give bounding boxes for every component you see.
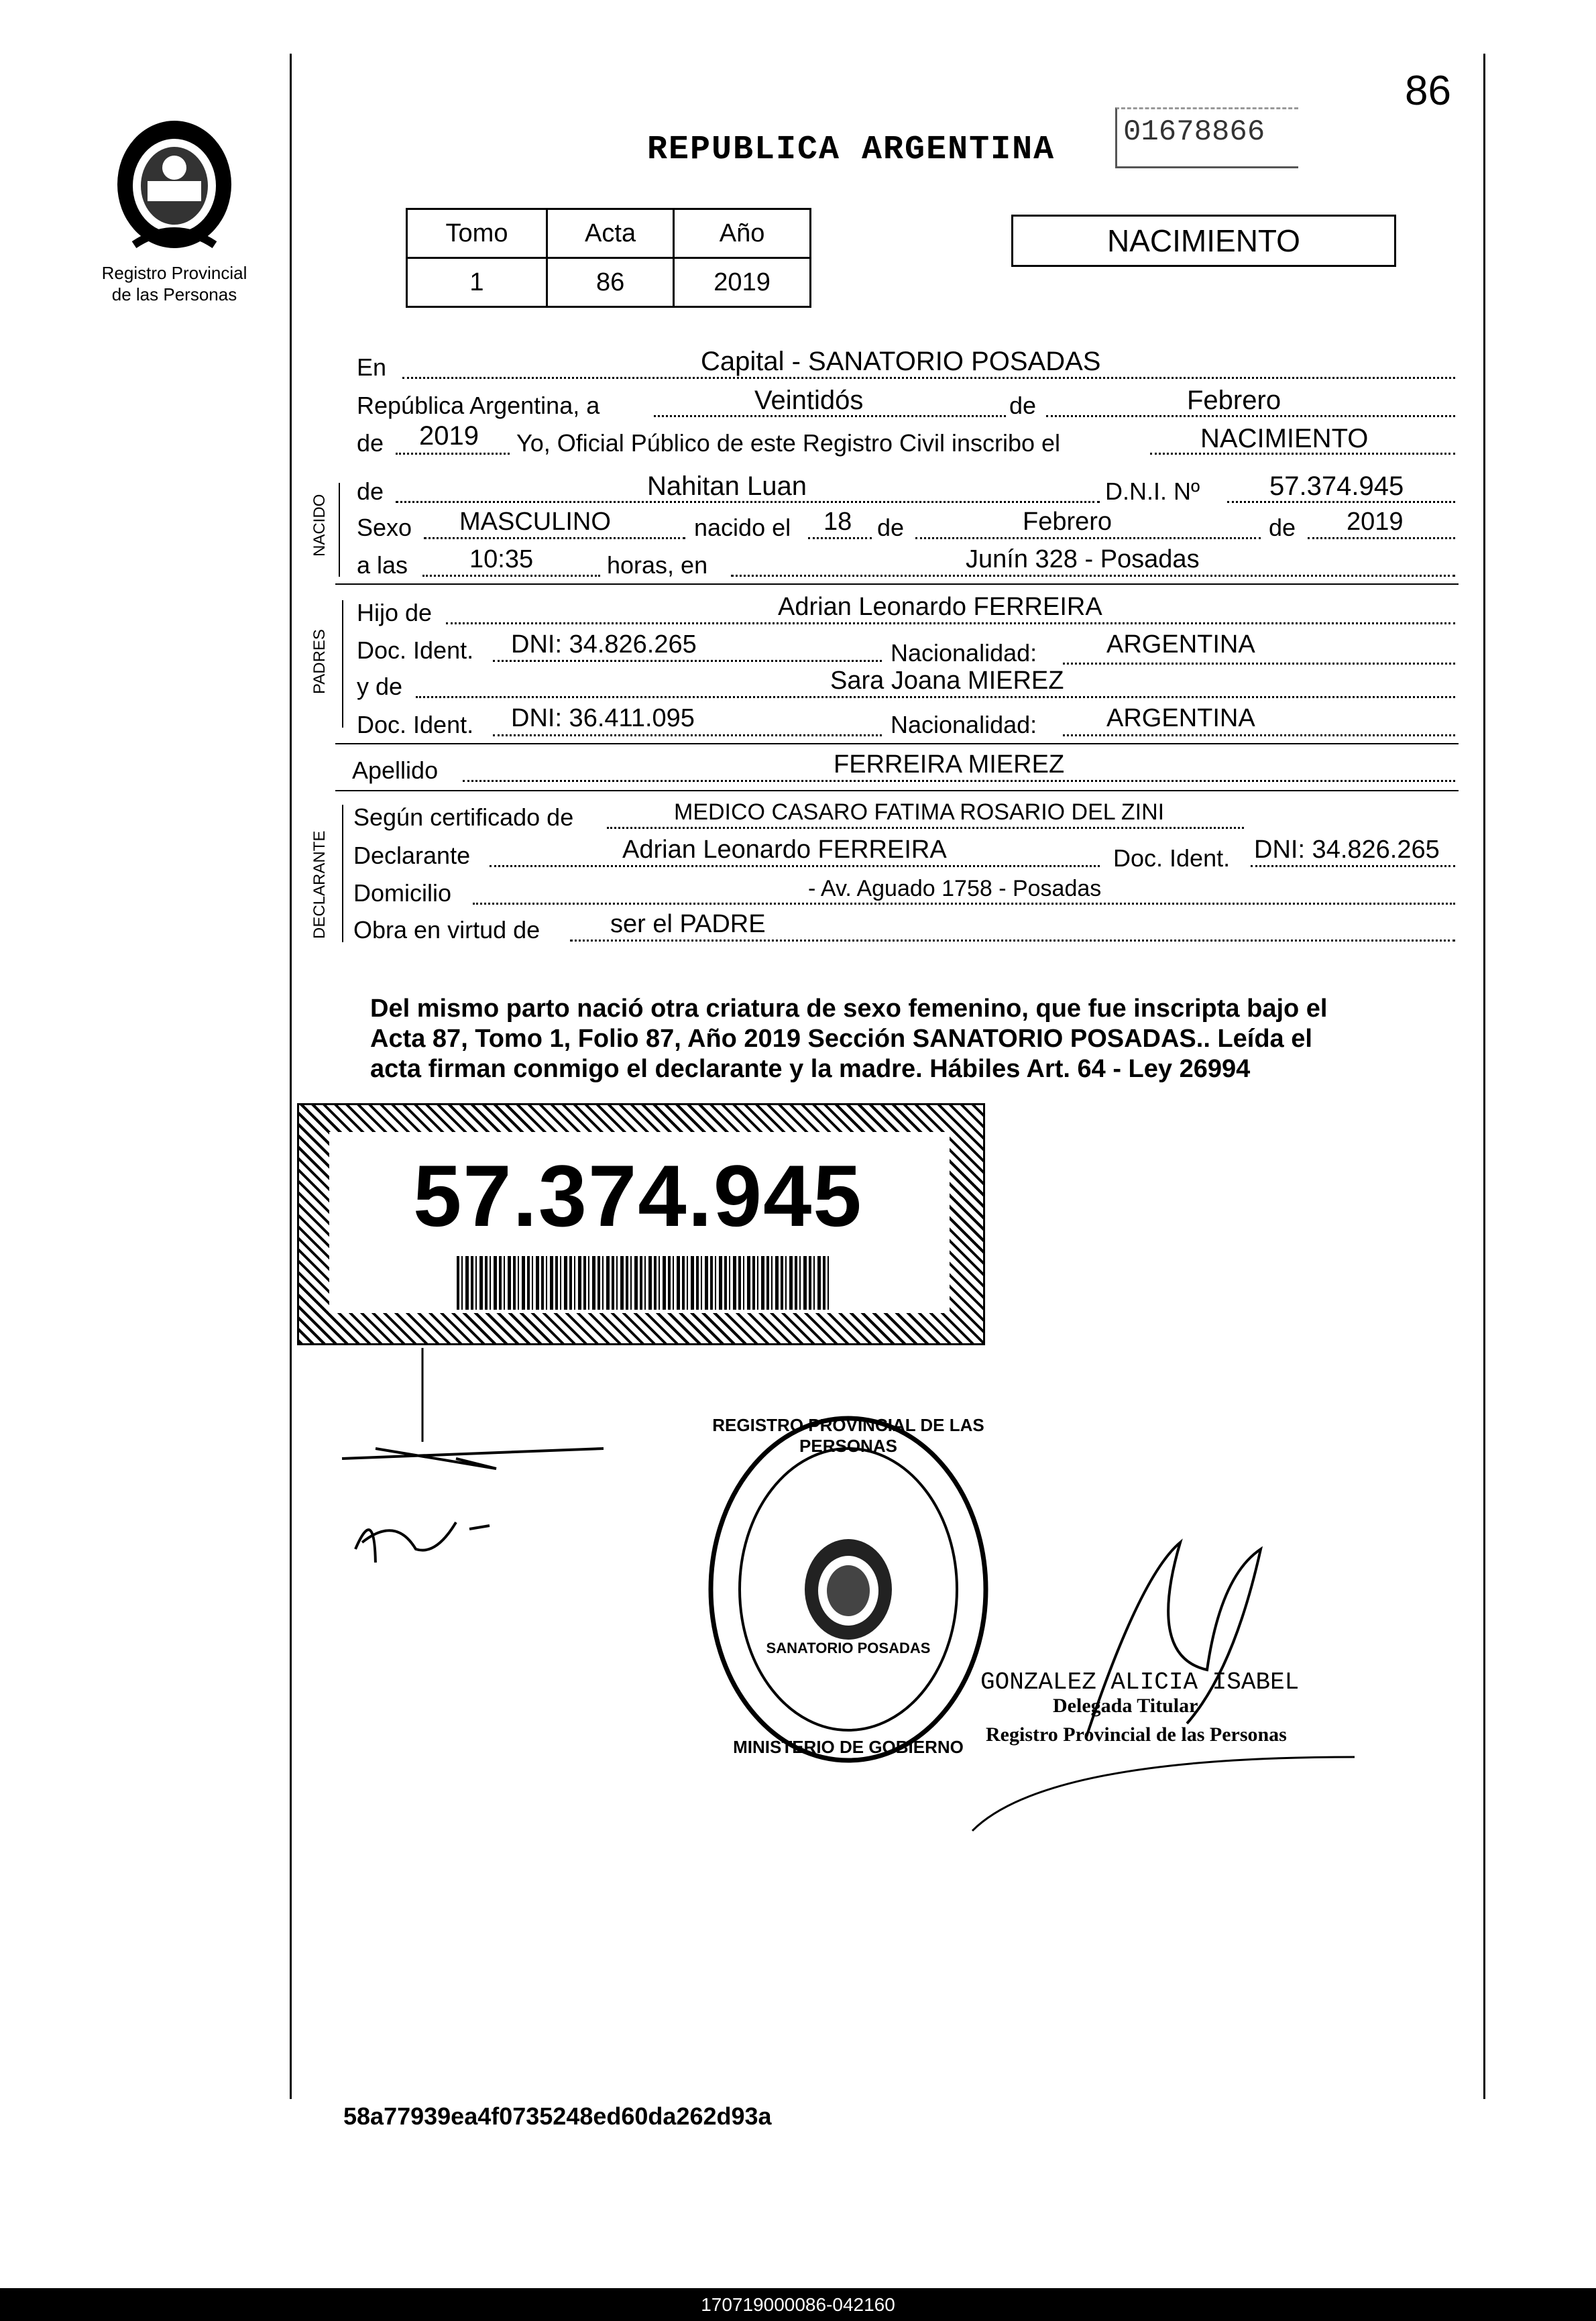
label-y-de: y de bbox=[357, 673, 403, 700]
divider-3 bbox=[335, 790, 1459, 791]
misiones-coat-of-arms-icon bbox=[107, 111, 241, 255]
value-madre-dni: DNI: 36.411.095 bbox=[511, 704, 695, 732]
value-dia-nac: 18 bbox=[823, 508, 852, 536]
dots-lugar-nac bbox=[731, 575, 1455, 577]
declarante-bracket bbox=[342, 805, 343, 942]
label-nacido-el: nacido el bbox=[694, 514, 791, 541]
value-declarante-dni: DNI: 34.826.265 bbox=[1254, 836, 1440, 864]
record-type: NACIMIENTO bbox=[1107, 223, 1300, 258]
dots-madre-dni bbox=[493, 734, 882, 736]
value-mes-nac: Febrero bbox=[1023, 508, 1113, 536]
official-office: Registro Provincial de las Personas bbox=[986, 1723, 1287, 1746]
record-table-header-row bbox=[407, 209, 811, 258]
value-dia: Veintidós bbox=[754, 386, 864, 415]
nacido-bracket bbox=[339, 483, 340, 577]
barcode-icon bbox=[457, 1256, 829, 1310]
padres-bracket bbox=[342, 600, 343, 728]
value-anio-nac: 2019 bbox=[1347, 508, 1404, 536]
dots-madre-nac bbox=[1063, 734, 1455, 736]
dots-declarante bbox=[490, 865, 1100, 867]
label-de-mes: de bbox=[877, 514, 905, 541]
side-label-declarante: DECLARANTE bbox=[310, 830, 329, 939]
dots-domicilio bbox=[473, 903, 1455, 905]
label-doc-ident-padre: Doc. Ident. bbox=[357, 636, 474, 664]
value-mes: Febrero bbox=[1187, 386, 1281, 415]
label-a-las: a las bbox=[357, 551, 408, 579]
logo-caption-line2: de las Personas bbox=[111, 284, 237, 304]
record-header-anio: Año bbox=[674, 209, 811, 258]
seal-outer-text: REGISTRO PROVINCIAL DE LAS PERSONAS bbox=[712, 1415, 984, 1456]
value-madre: Sara Joana MIEREZ bbox=[830, 667, 1064, 695]
dots-madre bbox=[416, 696, 1455, 698]
dots-padre-dni bbox=[493, 660, 882, 662]
dots-dia-nac bbox=[808, 537, 872, 539]
value-padre-dni: DNI: 34.826.265 bbox=[511, 630, 697, 659]
value-anio: 2019 bbox=[419, 421, 479, 451]
record-value-anio: 2019 bbox=[674, 258, 811, 307]
dots-year bbox=[396, 453, 510, 455]
value-obra: ser el PADRE bbox=[610, 910, 766, 938]
official-seal bbox=[704, 1412, 992, 1767]
label-de-nombre: de bbox=[357, 477, 384, 505]
label-segun: Según certificado de bbox=[353, 803, 574, 831]
province-logo bbox=[107, 111, 241, 255]
note-line-1: Del mismo parto nació otra criatura de sexo femenino, que fue inscripta bajo el bbox=[370, 995, 1328, 1023]
record-value-tomo: 1 bbox=[407, 258, 547, 307]
label-doc-ident-madre: Doc. Ident. bbox=[357, 711, 474, 738]
declarant-signature bbox=[335, 1348, 617, 1563]
seal-inner-text: SANATORIO POSADAS bbox=[766, 1640, 931, 1656]
value-dni: 57.374.945 bbox=[1269, 471, 1404, 501]
label-sexo: Sexo bbox=[357, 514, 412, 541]
dots-sexo bbox=[424, 537, 685, 539]
value-domicilio: - Av. Aguado 1758 - Posadas bbox=[808, 876, 1102, 901]
dots-apellido bbox=[463, 780, 1455, 782]
value-lugar-nac: Junín 328 - Posadas bbox=[966, 545, 1200, 573]
record-header-tomo: Tomo bbox=[407, 209, 547, 258]
value-tipo: NACIMIENTO bbox=[1200, 424, 1369, 453]
dots-certificado bbox=[607, 827, 1244, 829]
value-madre-nac: ARGENTINA bbox=[1106, 704, 1255, 732]
value-hora: 10:35 bbox=[469, 545, 534, 573]
value-lugar: Capital - SANATORIO POSADAS bbox=[701, 347, 1101, 376]
dots-padre bbox=[446, 622, 1455, 624]
label-de: de bbox=[1009, 392, 1037, 419]
value-sexo: MASCULINO bbox=[459, 508, 611, 536]
official-role: Delegada Titular bbox=[1053, 1695, 1198, 1717]
record-value-acta: 86 bbox=[547, 258, 674, 307]
label-hijo-de: Hijo de bbox=[357, 599, 433, 626]
record-table bbox=[406, 208, 811, 308]
logo-caption-line1: Registro Provincial bbox=[101, 263, 247, 283]
left-margin-line bbox=[290, 54, 292, 2099]
label-oficial: Yo, Oficial Público de este Registro Civil inscribo el bbox=[516, 429, 1061, 457]
label-horas-en: horas, en bbox=[607, 551, 708, 579]
side-label-nacido: NACIDO bbox=[310, 494, 329, 557]
divider-1 bbox=[335, 583, 1459, 585]
dots-mes-nac bbox=[915, 537, 1261, 539]
dots-padre-nac bbox=[1063, 663, 1455, 665]
value-padre: Adrian Leonardo FERREIRA bbox=[778, 593, 1102, 621]
record-header-acta: Acta bbox=[547, 209, 674, 258]
dots-anio-nac bbox=[1308, 537, 1455, 539]
label-apellido: Apellido bbox=[352, 756, 439, 784]
record-table-value-row bbox=[407, 258, 811, 307]
serial-number: 01678866 bbox=[1123, 115, 1265, 149]
dots-declarante-dni bbox=[1251, 865, 1455, 867]
dots-hora bbox=[422, 575, 600, 577]
value-declarante: Adrian Leonardo FERREIRA bbox=[622, 836, 947, 864]
dots-obra bbox=[570, 940, 1455, 942]
page-number: 86 bbox=[1405, 68, 1451, 114]
label-doc-ident-declarante: Doc. Ident. bbox=[1113, 844, 1231, 872]
dots-en bbox=[402, 377, 1455, 379]
label-nacionalidad-padre: Nacionalidad: bbox=[891, 639, 1037, 667]
seal-bottom-text: MINISTERIO DE GOBIERNO bbox=[733, 1737, 964, 1757]
side-label-padres: PADRES bbox=[310, 629, 329, 694]
official-name: GONZALEZ ALICIA ISABEL bbox=[980, 1668, 1300, 1696]
dni-label-number: 57.374.945 bbox=[413, 1147, 863, 1245]
label-de-year: de bbox=[357, 429, 384, 457]
value-padre-nac: ARGENTINA bbox=[1106, 630, 1255, 659]
value-certificado: MEDICO CASARO FATIMA ROSARIO DEL ZINI bbox=[674, 799, 1165, 825]
label-dni: D.N.I. Nº bbox=[1105, 477, 1200, 505]
value-apellido: FERREIRA MIEREZ bbox=[834, 750, 1065, 779]
note-line-2: Acta 87, Tomo 1, Folio 87, Año 2019 Sección SANATORIO POSADAS.. Leída el bbox=[370, 1025, 1312, 1053]
document-hash: 58a77939ea4f0735248ed60da262d93a bbox=[343, 2102, 772, 2130]
divider-2 bbox=[335, 743, 1459, 744]
label-republica: República Argentina, a bbox=[357, 392, 600, 419]
label-nacionalidad-madre: Nacionalidad: bbox=[891, 711, 1037, 738]
note-line-3: acta firman conmigo el declarante y la madre. Hábiles Art. 64 - Ley 26994 bbox=[370, 1055, 1251, 1083]
dni-security-label bbox=[297, 1103, 985, 1345]
label-de-anio: de bbox=[1269, 514, 1296, 541]
header-title: REPUBLICA ARGENTINA bbox=[647, 131, 1056, 169]
label-en: En bbox=[357, 353, 387, 381]
footer-code: 170719000086-042160 bbox=[0, 2288, 1596, 2321]
label-declarante: Declarante bbox=[353, 842, 471, 869]
label-obra: Obra en virtud de bbox=[353, 916, 540, 944]
value-nombre: Nahitan Luan bbox=[647, 471, 807, 501]
right-margin-line bbox=[1483, 54, 1485, 2099]
label-domicilio: Domicilio bbox=[353, 879, 452, 907]
